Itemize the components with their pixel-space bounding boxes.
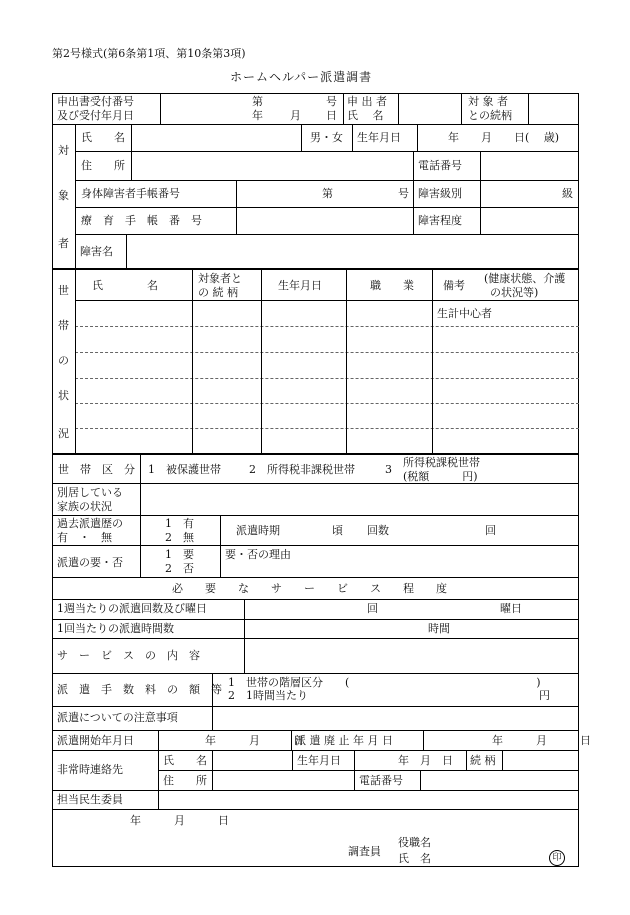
subject-dob-label: 生年月日 <box>357 131 401 144</box>
household-col-remarks-note-2: の状況等) <box>490 286 539 299</box>
household-col-remarks-note-1: (健康状態、介護 <box>484 272 566 285</box>
dispatch-count-suffix: 回 <box>485 524 496 537</box>
separate-family-label-2: 家族の状況 <box>57 500 112 513</box>
disability-book-prefix: 第 <box>322 187 333 200</box>
subject-side-2: 象 <box>58 189 69 202</box>
dispatch-period-label: 派遣時期 <box>236 524 280 537</box>
subject-side-3: 者 <box>58 237 69 250</box>
disability-degree-label: 障害程度 <box>418 214 462 227</box>
subject-phone-label: 電話番号 <box>418 159 462 172</box>
household-col-relation-2: の 続 柄 <box>198 286 238 299</box>
disability-grade-label: 障害級別 <box>418 187 462 200</box>
past-dispatch-opt2: 2 無 <box>165 531 194 544</box>
receipt-month: 月 <box>290 109 301 122</box>
end-date-value: 年 月 日 <box>492 734 591 747</box>
applicant-label-2: 氏 名 <box>347 109 384 122</box>
separate-family-label-1: 別居している <box>57 486 123 499</box>
dispatch-need-opt2: 2 否 <box>165 562 194 575</box>
household-col-relation-1: 対象者と <box>198 272 242 285</box>
applicant-label-1: 申 出 者 <box>347 95 387 108</box>
emergency-phone-label: 電話番号 <box>359 774 403 787</box>
investigator-label: 調査員 <box>348 845 381 858</box>
emergency-address-label: 住 所 <box>163 774 207 787</box>
form-reference: 第2号様式(第6条第1項、第10条第3項) <box>52 47 246 60</box>
past-dispatch-label-1: 過去派遣歴の <box>57 517 123 530</box>
footer-date: 年 月 日 <box>130 814 229 827</box>
hours-label: 1回当たりの派遣時間数 <box>57 622 174 635</box>
relation-label-1: 対 象 者 <box>468 95 508 108</box>
dispatch-period-suffix: 頃 <box>332 524 343 537</box>
past-dispatch-label-2: 有 ・ 無 <box>57 531 112 544</box>
fee-yen: 円 <box>539 689 550 702</box>
household-class-label: 世 帯 区 分 <box>58 463 135 476</box>
dispatch-need-opt1: 1 要 <box>165 548 194 561</box>
start-date-value: 年 月 日 <box>205 734 304 747</box>
notes-label: 派遣についての注意事項 <box>57 711 178 724</box>
receipt-no-prefix: 第 <box>252 95 263 108</box>
fee-line-1: 1 世帯の階層区分 ( ) <box>228 676 541 689</box>
household-class-opt2: 2 所得税非課税世帯 <box>249 463 355 476</box>
household-side-1: 世 <box>58 284 69 297</box>
service-content-label: サ ー ビ ス の 内 容 <box>57 649 200 662</box>
subject-name-label: 氏 名 <box>81 131 125 144</box>
seal-mark: 印 <box>549 850 565 866</box>
position-label: 役職名 <box>398 836 431 849</box>
household-col-remarks: 備考 <box>443 279 465 292</box>
form-title: ホームヘルパー派遣調書 <box>230 70 373 84</box>
emergency-name-label: 氏 名 <box>163 754 207 767</box>
dispatch-need-label: 派遣の要・否 <box>57 556 123 569</box>
household-class-opt3-line2: (税額 円) <box>403 470 478 483</box>
disability-grade-unit: 級 <box>562 187 573 200</box>
weekly-label: 1週当たりの派遣回数及び曜日 <box>57 602 207 615</box>
emergency-dob-label: 生年月日 <box>297 754 341 767</box>
subject-side-1: 対 <box>58 144 69 157</box>
household-side-2: 帯 <box>58 319 69 332</box>
receipt-day: 日 <box>326 109 337 122</box>
household-col-dob: 生年月日 <box>278 279 322 292</box>
hours-unit: 時間 <box>428 622 450 635</box>
disability-name-label: 障害名 <box>80 245 113 258</box>
receipt-label-2: 及び受付年月日 <box>57 109 134 122</box>
household-side-4: 状 <box>58 389 69 402</box>
start-date-label: 派遣開始年月日 <box>57 734 134 747</box>
breadwinner-label: 生計中心者 <box>437 307 492 320</box>
emergency-label: 非常時連絡先 <box>57 763 123 776</box>
emergency-dob-value: 年 月 日 <box>398 754 453 767</box>
subject-address-label: 住 所 <box>81 159 125 172</box>
subject-dob-value: 年 月 日( 歳) <box>448 131 560 144</box>
investigator-name-label: 氏 名 <box>398 852 431 865</box>
services-heading: 必 要 な サ ー ビ ス 程 度 <box>172 582 447 595</box>
dispatch-count-label: 回数 <box>367 524 389 537</box>
dispatch-need-reason-label: 要・否の理由 <box>225 548 291 561</box>
household-side-5: 況 <box>58 427 69 440</box>
emergency-relation-label: 続 柄 <box>470 754 496 767</box>
past-dispatch-opt1: 1 有 <box>165 517 194 530</box>
household-class-opt3-line1: 所得税課税世帯 <box>403 456 480 469</box>
weekly-day-unit: 曜日 <box>500 602 522 615</box>
household-class-opt3-num: 3 <box>385 463 392 476</box>
fee-label: 派 遣 手 数 料 の 額 等 <box>57 683 222 696</box>
receipt-year: 年 <box>252 109 263 122</box>
receipt-label-1: 申出書受付番号 <box>57 95 134 108</box>
receipt-no-suffix: 号 <box>326 95 337 108</box>
household-col-name: 氏 名 <box>92 279 158 292</box>
subject-sex: 男・女 <box>310 131 343 144</box>
fee-line-2: 2 1時間当たり <box>228 689 308 702</box>
commissioner-label: 担当民生委員 <box>57 793 123 806</box>
end-date-label: 派 遣 廃 止 年 月 日 <box>295 734 393 747</box>
household-class-opt1: 1 被保護世帯 <box>148 463 221 476</box>
disability-book-suffix: 号 <box>398 187 409 200</box>
household-col-occupation: 職 業 <box>370 279 414 292</box>
rehab-book-label: 療 育 手 帳 番 号 <box>81 214 202 227</box>
weekly-times-unit: 回 <box>367 602 378 615</box>
disability-book-label: 身体障害者手帳番号 <box>81 187 180 200</box>
household-side-3: の <box>58 354 69 367</box>
relation-label-2: との続柄 <box>468 109 512 122</box>
